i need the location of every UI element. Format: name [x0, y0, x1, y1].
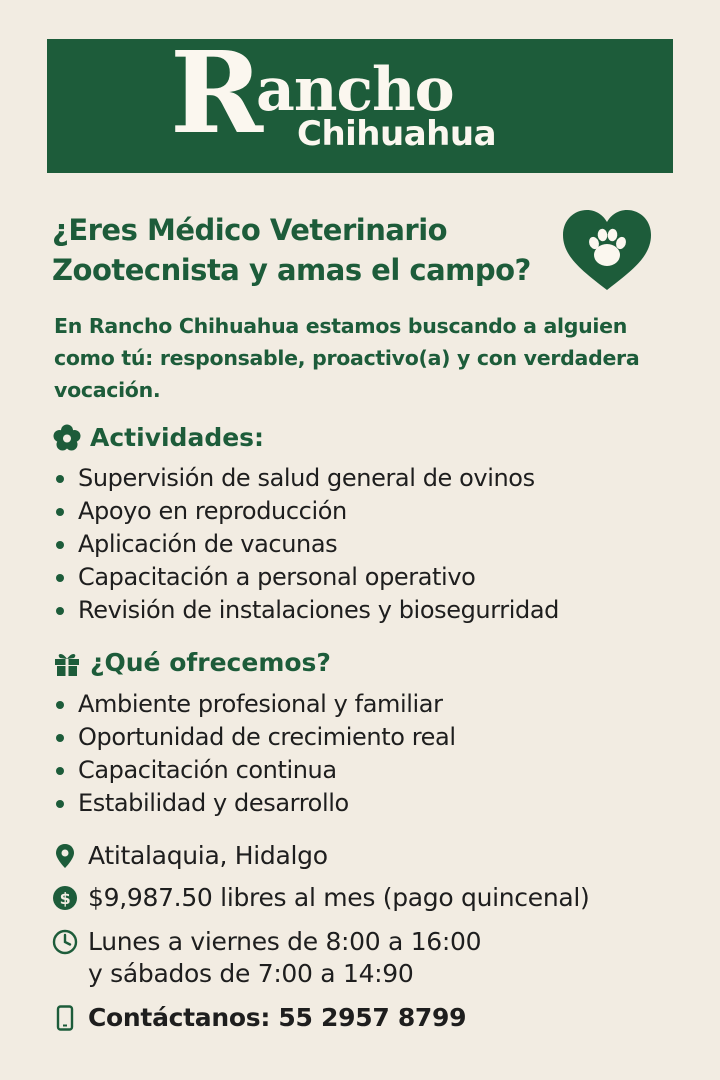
list-item-text: Revisión de instalaciones y biosegurridad: [78, 596, 559, 624]
schedule-line-2: y sábados de 7:00 a 14:90: [88, 959, 414, 988]
gift-icon: [52, 648, 82, 678]
location-pin-icon: [52, 843, 78, 869]
list-item: [56, 721, 456, 754]
offer-title-text: ¿Qué ofrecemos?: [90, 648, 331, 677]
phone-icon: [52, 1005, 78, 1031]
location-row: [52, 840, 328, 872]
intro-text: En Rancho Chihuahua estamos buscando a alguien como tú: responsable, proactivo(a) y con verdadera vocación.: [54, 314, 640, 402]
contact-row: [52, 1002, 466, 1034]
flower-icon: [52, 423, 82, 453]
brand-logo-letter: R: [170, 28, 264, 159]
list-item: [56, 561, 559, 594]
salary-text: $9,987.50 libres al mes (pago quincenal): [88, 883, 590, 912]
activities-title: [52, 423, 264, 453]
list-item-text: Oportunidad de crecimiento real: [78, 723, 456, 751]
list-item: [56, 462, 559, 495]
list-item-text: Estabilidad y desarrollo: [78, 789, 349, 817]
activities-title-text: Actividades:: [90, 423, 265, 452]
list-item: [56, 495, 559, 528]
bullet-icon: [56, 541, 64, 549]
list-item: [56, 528, 559, 561]
bullet-icon: [56, 734, 64, 742]
list-item-text: Apoyo en reproducción: [78, 497, 347, 525]
offer-list: [56, 688, 456, 820]
list-item-text: Aplicación de vacunas: [78, 530, 338, 558]
list-item: [56, 688, 456, 721]
schedule-text: [88, 926, 481, 990]
list-item-text: Ambiente profesional y familiar: [78, 690, 443, 718]
dollar-icon: [52, 885, 78, 911]
bullet-icon: [56, 800, 64, 808]
brand-logo-subword: Chihuahua: [297, 114, 497, 154]
schedule-line-1: Lunes a viernes de 8:00 a 16:00: [88, 927, 482, 956]
location-text: Atitalaquia, Hidalgo: [88, 841, 328, 870]
clock-icon: [52, 929, 78, 955]
list-item: [56, 754, 456, 787]
schedule-row: [52, 926, 481, 990]
list-item-text: Capacitación continua: [78, 756, 337, 784]
headline-line-1: ¿Eres Médico Veterinario: [52, 213, 448, 247]
list-item: [56, 594, 559, 627]
headline: [52, 210, 552, 290]
svg-text:$: $: [59, 889, 71, 908]
bullet-icon: [56, 508, 64, 516]
bullet-icon: [56, 475, 64, 483]
brand-logo-word: ancho: [256, 55, 454, 125]
bullet-icon: [56, 701, 64, 709]
bullet-icon: [56, 607, 64, 615]
offer-title: [52, 648, 331, 678]
contact-text[interactable]: Contáctanos: 55 2957 8799: [88, 1003, 467, 1032]
list-item-text: Supervisión de salud general de ovinos: [78, 464, 535, 492]
bullet-icon: [56, 767, 64, 775]
bullet-icon: [56, 574, 64, 582]
headline-line-2: Zootecnista y amas el campo?: [52, 253, 531, 287]
list-item: [56, 787, 456, 820]
activities-list: [56, 462, 559, 627]
salary-row: [52, 882, 590, 914]
list-item-text: Capacitación a personal operativo: [78, 563, 476, 591]
heart-paw-icon: [561, 208, 653, 292]
